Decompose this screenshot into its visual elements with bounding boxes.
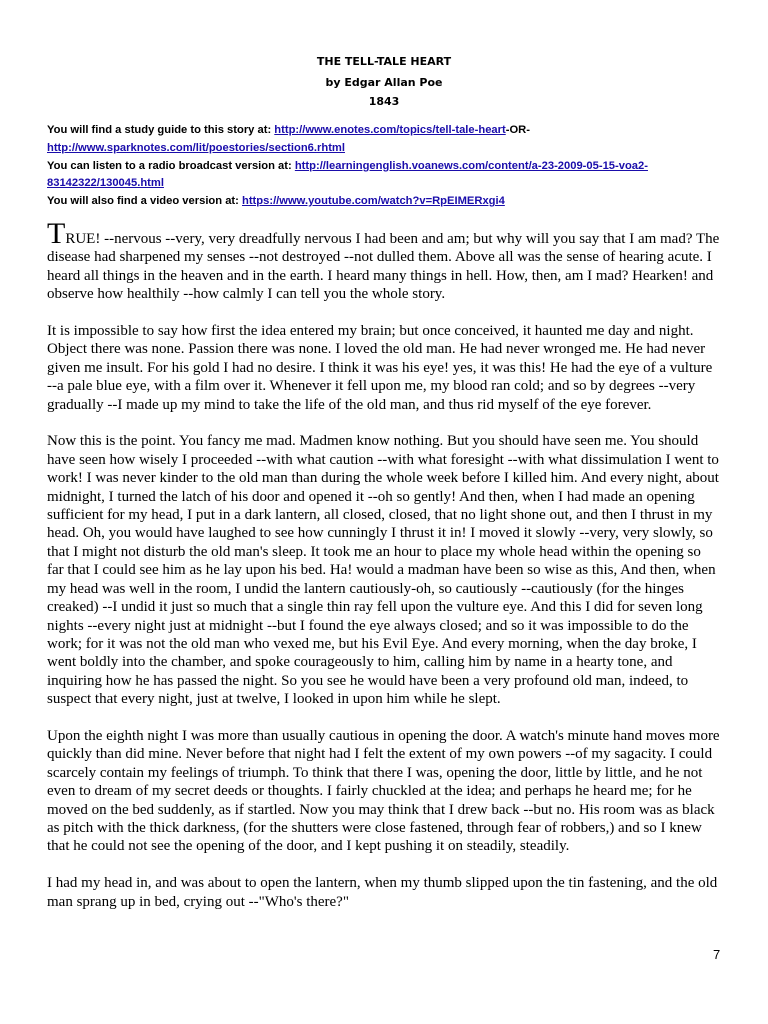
radio-broadcast-line [47,158,737,194]
youtube-link[interactable]: https://www.youtube.com/watch?v=RpEIMERxgi4 [242,195,505,208]
paragraph-1-text: RUE! --nervous --very, very dreadfully nervous I had been and am; but why will you say that I am mad? The disease had sharpened my senses --not destroyed --not dulled them. Above all was the sense of hearing acute. I heard all things in the heaven and in the earth. I heard many things in hell. How, then, am I mad? Hearken! and observe how healthily --how calmly I can tell you the whole story. [47,231,720,303]
enotes-link[interactable]: http://www.enotes.com/topics/tell-tale-heart [274,124,506,136]
study-guide-line [47,122,737,158]
study-guide-label: You will find a study guide to this story at: [47,124,275,136]
or-separator: -OR- [505,124,530,136]
story-title: THE TELL-TALE HEART [316,55,452,68]
sparknotes-link[interactable]: http://www.sparknotes.com/lit/poestories/section6.rhtml [47,141,345,154]
video-label: You will also find a video version at: [47,195,242,208]
story-year: 1843 [368,95,400,108]
story-body [47,217,721,929]
paragraph-1 [47,217,721,304]
paragraph-4: Upon the eighth night I was more than usually cautious in opening the door. A watch's minute hand moves more quickly than did mine. Never before that night had I felt the extent of my own powers --of my sagacity. I could scarcely contain my feelings of triumph. To think that there I was, opening the door, little by little, and he not even to dream of my secret deeds or thoughts. I fairly chuckled at the idea; and perhaps he heard me; for he moved on the bed suddenly, as if startled. Now you may think that I drew back --but no. His room was as black as pitch with the thick darkness, (for the shutters were close fastened, through fear of robbers,) and so I knew that he could not see the opening of the door, and I kept pushing it on steadily, steadily. [47,727,720,855]
video-line [47,193,737,211]
paragraph-2: It is impossible to say how first the idea entered my brain; but once conceived, it haunted me day and night. Object there was none. Passion there was none. I loved the old man. He had never wronged me. He had never given me insult. For his gold I had no desire. I think it was his eye! yes, it was this! He had the eye of a vulture --a pale blue eye, with a film over it. Whenever it fell upon me, my blood ran cold; and so by degrees --very gradually --I made up my mind to take the life of the old man, and thus rid myself of the eye forever. [47,323,713,413]
page-number: 7 [713,947,721,962]
paragraph-5: I had my head in, and was about to open the lantern, when my thumb slipped upon the tin fastening, and the old man sprang up in bed, crying out --"Who's there?" [47,875,718,910]
resource-links [47,122,737,211]
radio-label: You can listen to a radio broadcast version at: [47,159,295,172]
paragraph-3: Now this is the point. You fancy me mad. Madmen know nothing. But you should have seen me. You should have seen how wisely I proceeded --with what caution --with what foresight --with what dissimulation I went to work! I was never kinder to the old man than during the whole week before I killed him. And every night, about midnight, I turned the latch of his door and opened it --oh so gently! And then, when I had made an opening sufficient for my head, I put in a dark lantern, all closed, closed, that no light shone out, and then I thrust in my head. Oh, you would have laughed to see how cunningly I thrust it in! I moved it slowly --very, very slowly, so that I might not disturb the old man's sleep. It took me an hour to place my whole head within the opening so far that I could see him as he lay upon his bed. Ha! would a madman have been so wise as this, And then, when my head was well in the room, I undid the lantern cautiously-oh, so cautiously --cautiously (for the hinges creaked) --I undid it just so much that a single thin ray fell upon the vulture eye. And this I did for seven long nights --every night just at midnight --but I found the eye always closed; and so it was impossible to do the work; for it was not the old man who vexed me, but his Evil Eye. And every morning, when the day broke, I went boldly into the chamber, and spoke courageously to him, calling him by name in a hearty tone, and inquiring how he has passed the night. So you see he would have been a very profound old man, indeed, to suspect that every night, just at twelve, I looked in upon him while he slept. [47,433,719,708]
story-author: by Edgar Allan Poe [325,76,443,89]
voanews-link[interactable]: http://learningenglish.voanews.com/content/a-23-2009-05-15-voa2-83142322/130045.html [47,159,648,190]
drop-cap: T [47,217,66,250]
